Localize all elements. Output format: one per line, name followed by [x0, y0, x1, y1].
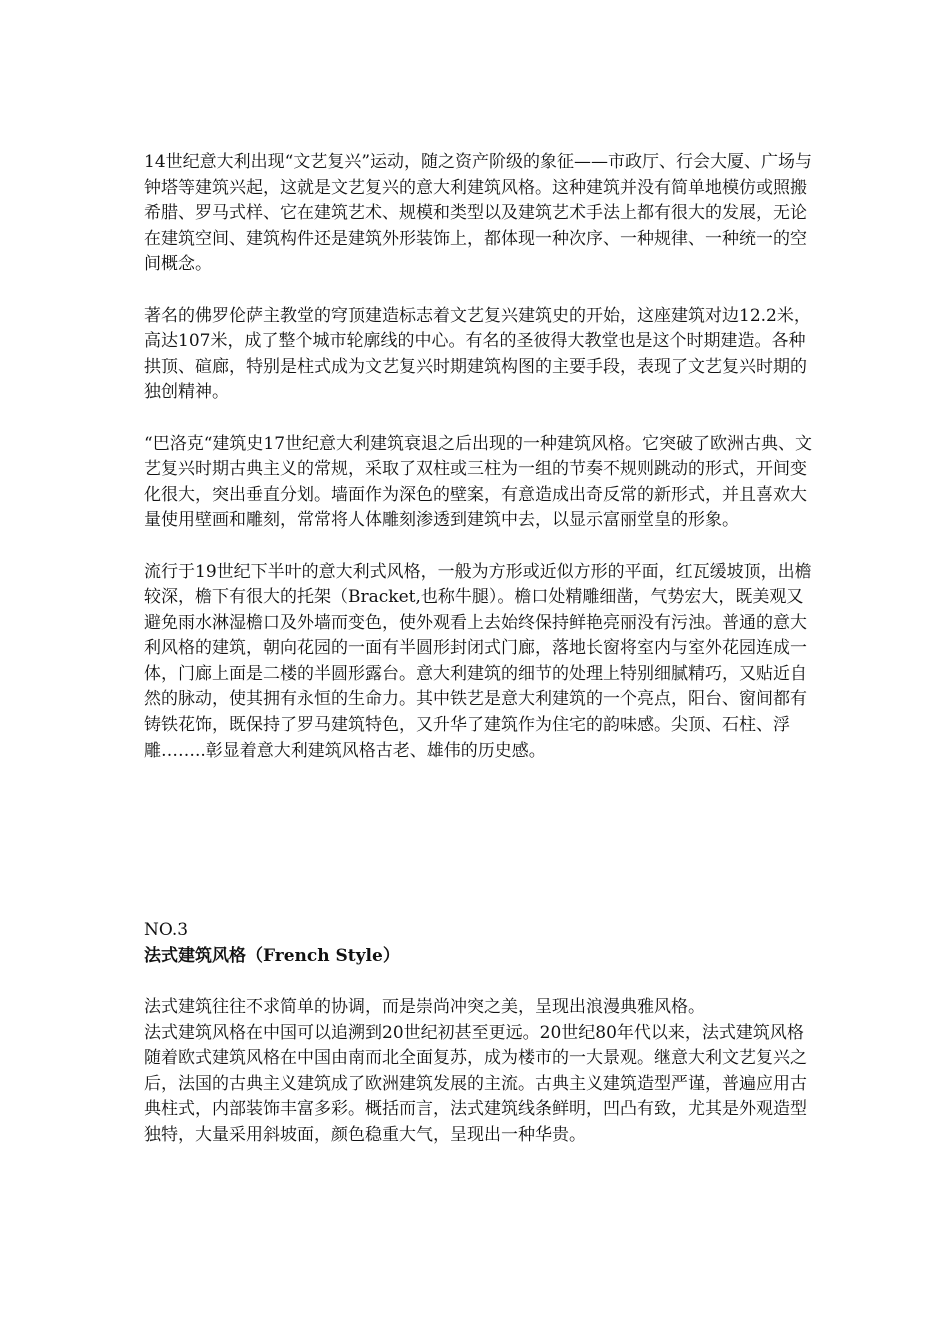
- paragraph-baroque: “巴洛克“建筑史17世纪意大利建筑衰退之后出现的一种建筑风格。它突破了欧洲古典、文艺复兴时期古典主义的常规，采取了双柱或三柱为一组的节奏不规则跳动的形式，开间变化很大，突出垂直分划。墙面作为深色的壁案，有意造成出奇反常的新形式，并且喜欢大量使用壁画和雕刻，常常将人体雕刻渗透到建筑中去，以显示富丽堂皇的形象。: [144, 433, 813, 531]
- section-number: NO.3: [144, 920, 189, 941]
- paragraph-spacer: [144, 534, 814, 560]
- paragraph-italian-renaissance: 14世纪意大利出现“文艺复兴”运动，随之资产阶级的象征——市政厅、行会大厦、广场与钟塔等建筑兴起，这就是文艺复兴的意大利建筑风格。这种建筑并没有简单地模仿或照搬希腊、罗马式样、它在建筑艺术、规模和类型以及建筑艺术手法上都有很大的发展，无论在建筑空间、建筑构件还是建筑外形装饰上，都体现一种次序、一种规律、一种统一的空间概念。: [144, 152, 813, 275]
- paragraph-french-style: 法式建筑风格在中国可以追溯到20世纪初甚至更远。20世纪80年代以来，法式建筑风格随着欧式建筑风格在中国由南而北全面复苏，成为楼市的一大景观。继意大利文艺复兴之后，法国的古典主义建筑成了欧洲建筑发展的主流。古典主义建筑造型严谨，普遍应用古典柱式，内部装饰丰富多彩。概括而言，法式建筑线条鲜明，凹凸有致，尤其是外观造型独特，大量采用斜坡面，颜色稳重大气，呈现出一种华贵。: [144, 1022, 807, 1145]
- paragraph-spacer: [144, 278, 814, 304]
- section-title: 法式建筑风格（French Style）: [144, 945, 400, 966]
- document-body: [144, 150, 814, 1149]
- paragraph-florence-cathedral: 著名的佛罗伦萨主教堂的穹顶建造标志着文艺复兴建筑史的开始，这座建筑对边12.2米，高达107米，成了整个城市轮廓线的中心。有名的圣彼得大教堂也是这个时期建造。各种拱顶、碹廊，特别是柱式成为文艺复兴时期建筑构图的主要手段，表现了文艺复兴时期的独创精神。: [144, 305, 811, 403]
- paragraph-spacer: [144, 969, 814, 995]
- paragraph-italian-style: 流行于19世纪下半叶的意大利式风格，一般为方形或近似方形的平面，红瓦缓坡顶，出檐较深，檐下有很大的托架（Bracket,也称牛腿）。檐口处精雕细凿，气势宏大，既美观又避免雨水淋湿檐口及外墙而变色，使外观看上去始终保持鲜艳亮丽没有污浊。普通的意大利风格的建筑，朝向花园的一面有半圆形封闭式门廊，落地长窗将室内与室外花园连成一体，门廊上面是二楼的半圆形露台。意大利建筑的细节的处理上特别细腻精巧，又贴近自然的脉动，使其拥有永恒的生命力。其中铁艺是意大利建筑的一个亮点，阳台、窗间都有铸铁花饰，既保持了罗马建筑特色，又升华了建筑作为住宅的韵味感。尖顶、石柱、浮雕……..彰显着意大利建筑风格古老、雄伟的历史感。: [144, 561, 812, 761]
- paragraph-french-intro: 法式建筑往往不求简单的协调，而是崇尚冲突之美，呈现出浪漫典雅风格。: [144, 997, 705, 1018]
- section-spacer: [144, 764, 814, 918]
- paragraph-spacer: [144, 406, 814, 432]
